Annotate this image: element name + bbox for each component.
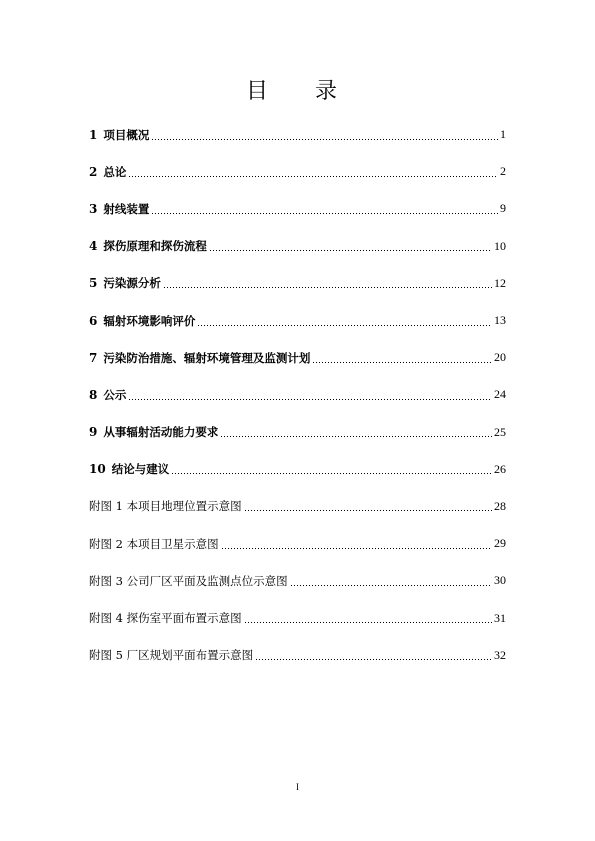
toc-dot-leader [244,500,492,512]
toc-dot-leader [244,612,492,624]
toc-dot-leader [128,389,492,401]
toc-dot-leader [221,538,492,550]
toc-entry[interactable] [89,599,506,636]
toc-entry-page: 10 [494,238,506,253]
toc-entry-page: 25 [494,424,506,439]
toc-entry-label: 附图 4 探伤室平面布置示意图 [89,611,242,626]
toc-entry[interactable] [89,190,506,227]
table-of-contents [89,116,506,674]
toc-entry-number: 7 [89,350,98,365]
toc-entry-number: 4 [89,239,98,254]
toc-dot-leader [151,203,498,215]
toc-dot-leader [163,277,492,289]
toc-entry-page: 20 [494,350,506,365]
toc-dot-leader [312,352,492,364]
toc-entry-label: 附图 3 公司厂区平面及监测点位示意图 [89,573,288,588]
toc-dot-leader [209,240,492,252]
toc-entry-number: 9 [89,425,98,440]
toc-entry-page: 32 [494,647,506,662]
toc-entry[interactable] [89,488,506,525]
toc-entry-number: 3 [89,201,98,216]
toc-entry[interactable] [89,451,506,488]
toc-entry[interactable] [89,414,506,451]
toc-entry-number: 10 [89,462,106,477]
toc-entry-label: 附图 2 本项目卫星示意图 [89,536,219,551]
toc-entry[interactable] [89,153,506,190]
toc-entry-page: 9 [500,201,506,216]
toc-entry-label: 污染源分析 [103,276,161,291]
toc-dot-leader [197,315,492,327]
toc-entry-number: 6 [89,313,98,328]
toc-dot-leader [128,166,498,178]
toc-entry[interactable] [89,228,506,265]
toc-entry-label: 项目概况 [103,127,150,142]
toc-entry-label: 附图 1 本项目地理位置示意图 [89,499,242,514]
toc-entry-number: 8 [89,387,98,402]
toc-dot-leader [171,463,492,475]
toc-entry-page: 26 [494,461,506,476]
toc-entry[interactable] [89,302,506,339]
toc-entry-label: 探伤原理和探伤流程 [103,239,207,254]
toc-entry-label: 污染防治措施、辐射环境管理及监测计划 [103,350,311,365]
toc-entry[interactable] [89,637,506,674]
toc-entry[interactable] [89,116,506,153]
toc-entry-page: 1 [500,127,506,142]
toc-entry-page: 31 [494,610,506,625]
toc-entry[interactable] [89,265,506,302]
toc-entry-page: 24 [494,387,506,402]
toc-entry-page: 30 [494,573,506,588]
toc-entry-label: 公示 [103,387,127,402]
toc-dot-leader [255,649,492,661]
toc-entry-page: 12 [494,275,506,290]
toc-title: 目 录 [246,79,357,104]
toc-entry-page: 2 [500,164,506,179]
toc-entry[interactable] [89,525,506,562]
toc-entry-label: 附图 5 厂区规划平面布置示意图 [89,648,254,663]
toc-entry-label: 辐射环境影响评价 [103,313,196,328]
toc-entry-number: 5 [89,276,98,291]
toc-entry-label: 结论与建议 [111,462,170,477]
toc-entry-page: 13 [494,313,506,328]
toc-dot-leader [290,575,492,587]
toc-entry-label: 从事辐射活动能力要求 [103,425,219,440]
toc-entry[interactable] [89,376,506,413]
toc-dot-leader [151,129,498,141]
toc-dot-leader [220,426,492,438]
toc-entry-label: 射线装置 [103,201,150,216]
page-number: I [296,782,299,792]
toc-entry[interactable] [89,339,506,376]
toc-entry-number: 2 [89,164,98,179]
toc-entry-label: 总论 [103,164,127,179]
toc-entry-page: 28 [494,498,506,513]
toc-entry-number: 1 [89,127,98,142]
toc-entry-page: 29 [494,536,506,551]
toc-entry[interactable] [89,562,506,599]
